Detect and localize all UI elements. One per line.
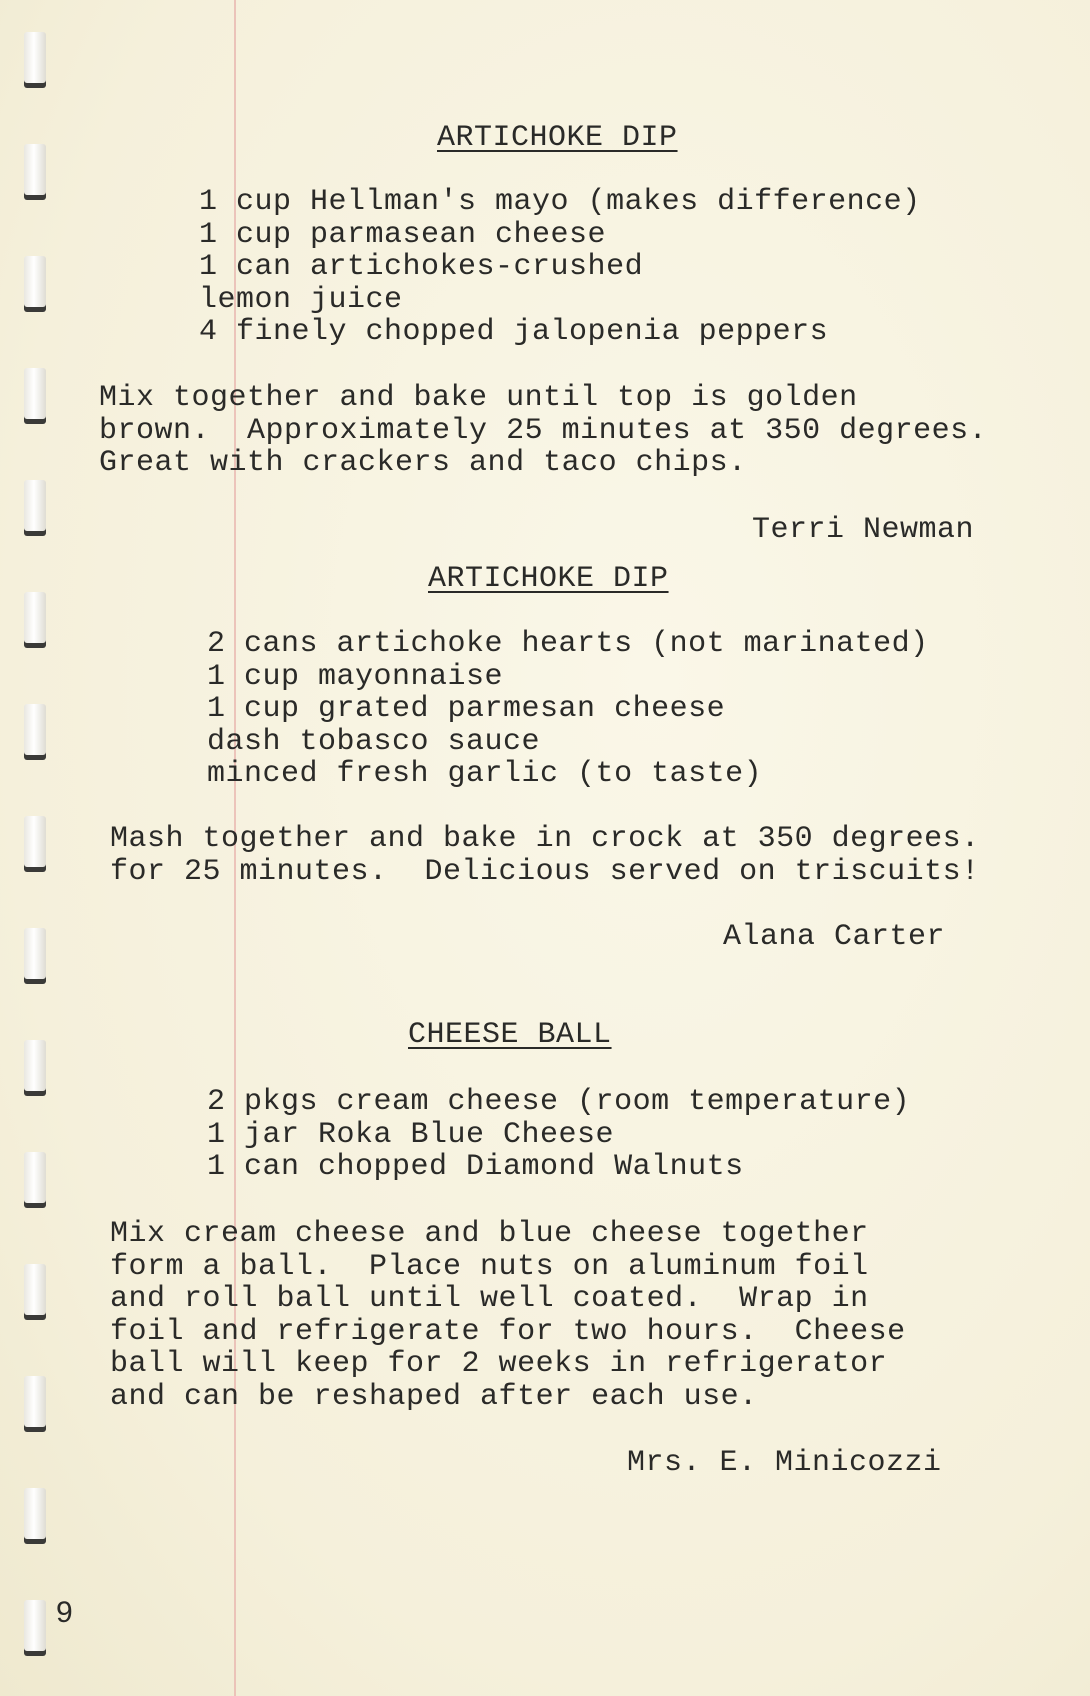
binding-hole	[24, 928, 46, 984]
binding-hole	[24, 592, 46, 648]
binding-hole	[24, 1600, 46, 1656]
binding-hole	[24, 1152, 46, 1208]
recipe-author: Alana Carter	[723, 920, 946, 954]
binding-hole	[24, 816, 46, 872]
ingredient-list: 1 cup Hellman's mayo (makes difference) 1 cup parmasean cheese 1 can artichokes-crushed lemon juice 4 finely chopped jalopenia peppers	[199, 185, 921, 349]
page-number: 9	[56, 1596, 73, 1629]
binding-hole	[24, 368, 46, 424]
recipe-title: ARTICHOKE DIP	[437, 121, 678, 155]
recipe-title: CHEESE BALL	[408, 1018, 612, 1052]
binding-hole	[24, 480, 46, 536]
binding-hole	[24, 1488, 46, 1544]
ingredient-list: 2 pkgs cream cheese (room temperature) 1 jar Roka Blue Cheese 1 can chopped Diamond Walnuts	[207, 1085, 911, 1184]
recipe-author: Terri Newman	[752, 513, 975, 547]
ingredient-list: 2 cans artichoke hearts (not marinated) 1 cup mayonnaise 1 cup grated parmesan cheese dash tobasco sauce minced fresh garlic (to taste)	[207, 627, 929, 791]
recipe-directions: Mix together and bake until top is golden brown. Approximately 25 minutes at 350 degrees. Great with crackers and taco chips.	[99, 381, 988, 480]
recipe-author: Mrs. E. Minicozzi	[627, 1446, 942, 1480]
binding-hole	[24, 32, 46, 88]
recipe-directions: Mash together and bake in crock at 350 degrees. for 25 minutes. Delicious served on triscuits!	[110, 822, 980, 889]
binding-hole	[24, 144, 46, 200]
binding-hole	[24, 704, 46, 760]
binding-hole	[24, 1040, 46, 1096]
binding-hole	[24, 1376, 46, 1432]
recipe-directions: Mix cream cheese and blue cheese together form a ball. Place nuts on aluminum foil and roll ball until well coated. Wrap in foil and refrigerate for two hours. Cheese ball will keep for 2 weeks in refrigerator and can be reshaped after each use.	[110, 1217, 906, 1414]
recipe-title: ARTICHOKE DIP	[428, 562, 669, 596]
binding-hole	[24, 1264, 46, 1320]
binding-hole	[24, 256, 46, 312]
